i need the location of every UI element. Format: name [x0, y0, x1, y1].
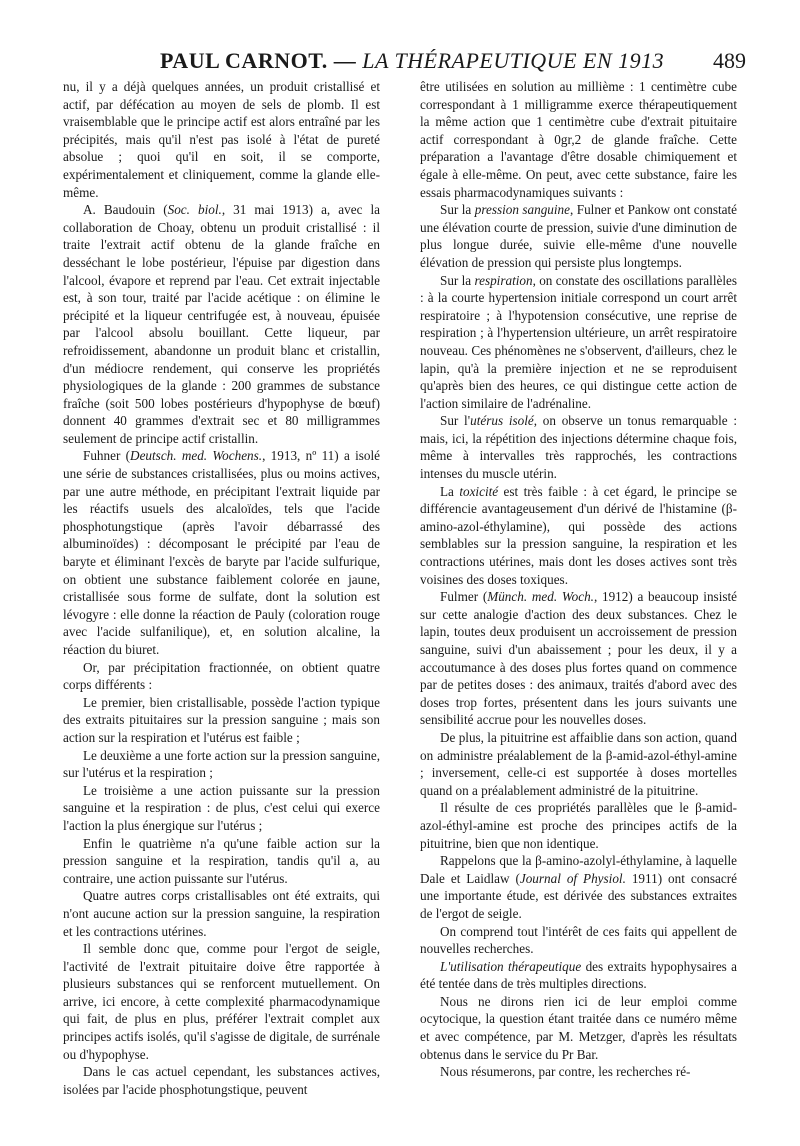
left-column: [63, 78, 380, 1123]
paragraph: Il résulte de ces propriétés parallèles que le β-amid-azol-éthyl-amine est proche des principes actifs de la pituitrine, bien que non identique.: [420, 800, 737, 851]
paragraph: Quatre autres corps cristallisables ont été extraits, qui n'ont aucune action sur la pression sanguine, la respiration et les contractions utérines.: [63, 888, 380, 939]
paragraph: être utilisées en solution au millième : 1 centimètre cube correspondant à 1 milligramme exerce thérapeutiquement la même action que 1 centimètre cube d'extrait pituitaire actif correspondant à 0gr,2 de glande fraîche. Cette préparation a l'avantage d'être dosable chimiquement et égale à elle-même. On peut, avec cette substance, faire les essais pharmacodynamiques suivants :: [420, 79, 737, 200]
paragraph: Nous ne dirons rien ici de leur emploi comme ocytocique, la question étant traitée dans ce numéro même et avec compétence, par M. Metzger, d'après les résultats obtenus dans le service du Pr Bar.: [420, 993, 737, 1062]
header-work-title: LA THÉRAPEUTIQUE EN 1913: [362, 48, 665, 73]
paragraph: Il semble donc que, comme pour l'ergot de seigle, l'activité de l'extrait pituitaire doive être rapportée à plusieurs substances qui se renforcent mutuellement. On arrive, ici encore, à cette complexité pharmacodynamique qui fait, de plus en plus, préférer l'extrait complet aux principes actifs isolés, qu'il s'agisse de digitale, de surrénale ou d'hypophyse.: [63, 941, 380, 1062]
header-author: PAUL CARNOT.: [160, 48, 328, 73]
paragraph: Nous résumerons, par contre, les recherches ré-: [440, 1064, 691, 1080]
paragraph: nu, il y a déjà quelques années, un produit cristallisé et actif, par défécation au moyen de sels de plomb. Il est vraisemblable que le principe actif est alors entraîné par les précipités, mais qu'il n'est pas isolé à l'état de pureté absolue ; quoi qu'il en soit, il se comporte, expérimentalement et cliniquement, comme la glande elle-même.: [63, 79, 380, 200]
paragraph: Sur la pression sanguine, Fulner et Pankow ont constaté une élévation courte de pression, suivie d'une diminution de plus longue durée, suivie elle-même d'une nouvelle élévation de pression qui persiste plus longtemps.: [420, 202, 737, 270]
paragraph: Dans le cas actuel cependant, les substances actives, isolées par l'acide phosphotungstique, peuvent: [63, 1064, 380, 1097]
paragraph: Or, par précipitation fractionnée, on obtient quatre corps différents :: [63, 659, 380, 693]
paragraph: Le deuxième a une forte action sur la pression sanguine, sur l'utérus et la respiration ;: [63, 747, 380, 781]
running-header: [60, 44, 750, 76]
paragraph: Sur la respiration, on constate des oscillations parallèles : à la courte hypertension initiale correspond un court arrêt respiratoire ; à l'hypotension consécutive, une reprise de respiration ; à l'hypertension ultérieure, un arrêt respiratoire nouveau. Ces phénomènes ne s'observent, d'ailleurs, chez le lapin, qu'à la première injection et ne se reproduisent qu'après bien des heures, ce qui distingue cette action de l'action similaire de l'adrénaline.: [420, 272, 737, 411]
paragraph: Rappelons que la β-amino-azolyl-éthylamine, à laquelle Dale et Laidlaw (Journal of Physiol. 1911) ont consacré une importante étude, est dérivée des substances extraites de l'ergot de seigle.: [420, 853, 737, 921]
paragraph: On comprend tout l'intérêt de ces faits qui appellent de nouvelles recherches.: [420, 923, 737, 957]
paragraph: Sur l'utérus isolé, on observe un tonus remarquable : mais, ici, la répétition des injections détermine chaque fois, même à intervalles très rapprochés, les contractions intenses du muscle utérin.: [420, 413, 737, 482]
paragraph: Fuhner (Deutsch. med. Wochens., 1913, nº 11) a isolé une série de substances cristallisées, plus ou moins actives, par une autre méthode, en précipitant l'extrait liquide par les réactifs usuels des alcaloïdes, tels que l'acide phosphotungstique (après l'avoir débarrassé des albuminoïdes) : décomposant le précipité par l'eau de baryte et éliminant l'excès de baryte par l'acide sulfurique, on obtient une substance faiblement colorée en jaune, cristallisée sous forme de sulfate, dont la solution est lévogyre : elle donne la réaction de Pauly (coloration rouge avec l'acide sulfanilique), et, en solution alcaline, la réaction du biuret.: [63, 448, 380, 657]
header-title: [160, 48, 664, 74]
paragraph: Fulmer (Münch. med. Woch., 1912) a beaucoup insisté sur cette analogie d'action des deux substances. Chez le lapin, toutes deux produisent un accroissement de pression sanguine, suivi d'un abaissement ; pour les deux, il y a accoutumance à des doses plus fortes quand on commence par de petites doses : des animaux, traités d'abord avec des doses trop fortes, présentent dans les jours suivants une sensibilité accrue pour les nouvelles doses.: [420, 589, 737, 728]
paragraph: A. Baudouin (Soc. biol., 31 mai 1913) a, avec la collaboration de Choay, obtenu un produit cristallisé : il traite l'extrait actif obtenu de la glande fraîche en desséchant le lobe postérieur, l'épuise par digestion dans l'alcool, évapore et reprend par l'eau. Cet extrait injectable est, à son tour, traité par l'acide acétique : on élimine le précipité et la liqueur centrifugée est, à nouveau, épuisée par l'alcool absolu bouillant. Cette liqueur, par refroidissement, abandonne un produit blanc et cristallin, d'un médiocre rendement, qui conserve les propriétés physiologiques de la glande : 200 grammes de substance fraîche (soit 500 lobes postérieurs d'hypophyse de bœuf) donnent 40 grammes d'extrait sec et 80 milligrammes seulement de principe actif cristallin.: [63, 202, 380, 446]
page-number: 489: [713, 48, 746, 73]
header-dash: —: [333, 48, 357, 73]
paragraph: Le premier, bien cristallisable, possède l'action typique des extraits pituitaires sur la pression sanguine ; mais son action sur la respiration et l'utérus est faible ;: [63, 694, 380, 745]
right-column: [420, 78, 737, 1123]
paragraph: La toxicité est très faible : à cet égard, le principe se différencie avantageusement d'un dérivé de l'histamine (β-amino-azol-éthylamine), qui possède des actions semblables sur la pression sanguine, la respiration et les contractions utérines, mais dont les doses actives sont très voisines des doses toxiques.: [420, 483, 737, 587]
paragraph: De plus, la pituitrine est affaiblie dans son action, quand on administre préalablement de la β-amid-azol-éthyl-amine ; inversement, celle-ci est supportée à doses mortelles quand on a préalablement administré de la pituitrine.: [420, 729, 737, 798]
paragraph: L'utilisation thérapeutique des extraits hypophysaires a été tentée dans de très multiples directions.: [420, 958, 737, 992]
paragraph: Enfin le quatrième n'a qu'une faible action sur la pression sanguine et la respiration, tandis qu'il a, au contraire, une action puissante sur l'utérus.: [63, 835, 380, 886]
paragraph: Le troisième a une action puissante sur la pression sanguine et la respiration : de plus, c'est celui qui exerce l'action la plus énergique sur l'utérus ;: [63, 782, 380, 833]
